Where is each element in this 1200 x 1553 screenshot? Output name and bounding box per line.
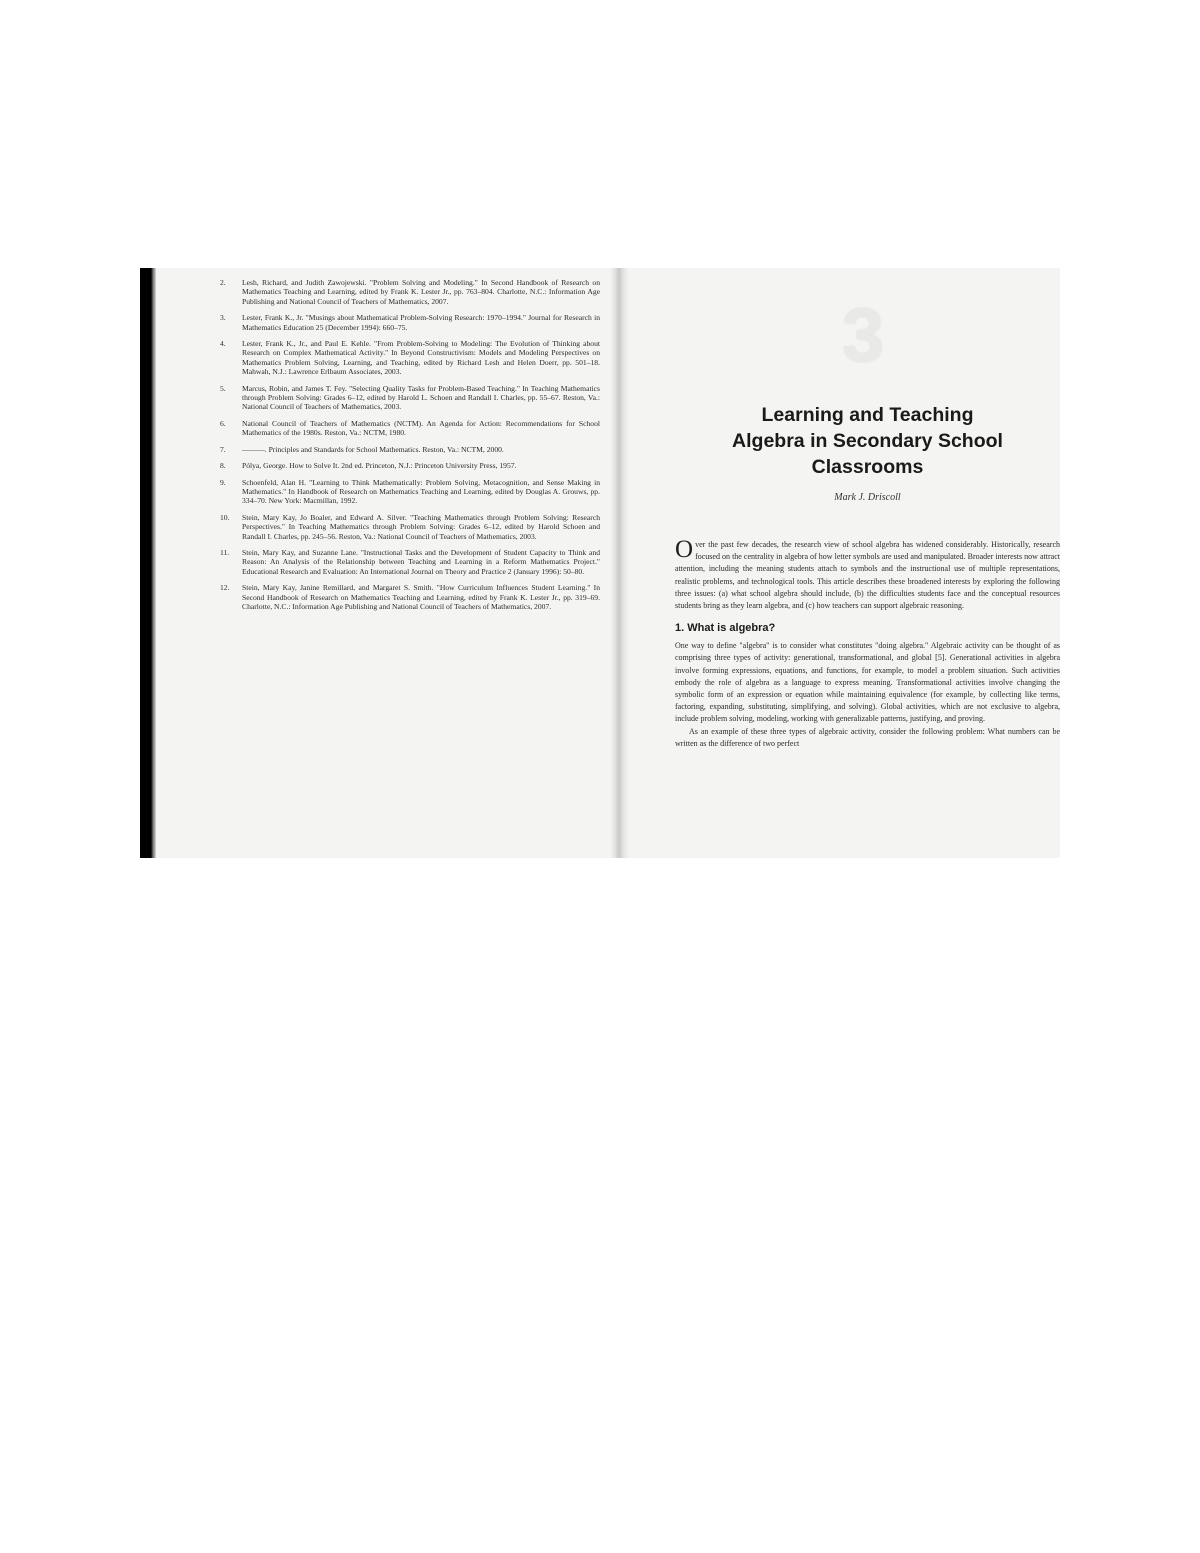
center-gutter xyxy=(610,268,630,858)
reference-number: 2. xyxy=(220,278,226,287)
reference-number: 4. xyxy=(220,339,226,349)
reference-text: Lester, Frank K., Jr., and Paul E. Kehle. "From Problem-Solving to Modeling: The Evolution of Thinking about Research on Complex Mathematical Activity." In Beyond Constructivism: Models and Modeling Perspectives on Mathematics Problem Solving, Learning, and Teaching, edited by Richard Lesh and Helen Doerr, pp. 501–18. Mahwah, N.J.: Lawrence Erlbaum Associates, 2003. xyxy=(242,339,600,377)
reference-number: 9. xyxy=(220,477,226,487)
reference-number: 6. xyxy=(220,418,226,428)
reference-text: Stein, Mary Kay, Janine Remillard, and Margaret S. Smith. "How Curriculum Influences Student Learning." In Second Handbook of Research on Mathematics Teaching and Learning, edited by Frank K. Lester Jr., pp. 319–69. Charlotte, N.C.: Information Age Publishing and National Council of Teachers of Mathematics, 2007. xyxy=(242,583,600,611)
left-spine-shadow xyxy=(140,268,156,858)
reference-item xyxy=(220,583,600,611)
book-spread-scan xyxy=(140,268,1060,858)
intro-text: ver the past few decades, the research view of school algebra has widened considerably. Historically, research focused on the centrality in algebra of how letter symbols are used and manipulated. Broader interests now attract attention, including the meaning students attach to symbols and the instructional use of multiple representations, realistic problems, and technological tools. This article describes these broadened interests by exploring the following three issues: (a) what school algebra should include, (b) the difficulties students face and the conceptual resources students bring as they learn algebra, and (c) how teachers can support algebraic reasoning. xyxy=(675,540,1060,611)
reference-number: 7. xyxy=(220,444,226,454)
intro-paragraph xyxy=(675,536,1060,612)
reference-item xyxy=(220,278,600,306)
chapter-number: 3 xyxy=(841,293,885,378)
reference-number: 5. xyxy=(220,383,226,393)
reference-text: Stein, Mary Kay, Jo Boaler, and Edward A. Silver. "Teaching Mathematics through Problem Solving: Research Perspectives." In Teaching Mathematics through Problem Solving: Grades 6–12, edited by Harold Schoen and Randall I. Charles, pp. 245–56. Reston, Va.: National Council of Teachers of Mathematics, 2003. xyxy=(242,512,600,541)
reference-text: Stein, Mary Kay, and Suzanne Lane. "Instructional Tasks and the Development of Student Capacity to Think and Reason: An Analysis of the Relationship between Teaching and Learning in a Reform Mathematics Project." Educational Research and Evaluation: An International Journal on Theory and Practice 2 (January 1996): 50–80. xyxy=(242,547,600,576)
drop-cap: O xyxy=(675,536,694,563)
reference-text: Lesh, Richard, and Judith Zawojewski. "Problem Solving and Modeling." In Second Handbook of Research on Mathematics Teaching and Learning, edited by Frank K. Lester Jr., pp. 763–804. Charlotte, N.C.: Information Age Publishing and National Council of Teachers of Mathematics, 2007. xyxy=(242,278,600,306)
reference-item xyxy=(220,339,600,377)
reference-item xyxy=(220,384,600,412)
reference-number: 3. xyxy=(220,313,226,323)
chapter-title xyxy=(675,402,1060,480)
chapter-title-line: Algebra in Secondary School xyxy=(732,430,1003,452)
reference-text: National Council of Teachers of Mathematics (NCTM). An Agenda for Action: Recommendations for School Mathematics of the 1980s. Reston, Va.: NCTM, 1980. xyxy=(242,418,600,438)
reference-item xyxy=(220,313,600,332)
reference-number: 10. xyxy=(220,512,230,522)
reference-text: Lester, Frank K., Jr. "Musings about Mathematical Problem-Solving Research: 1970–1994." Journal for Research in Mathematics Education 25 (December 1994): 660–75. xyxy=(242,313,600,332)
reference-number: 11. xyxy=(220,547,230,557)
reference-text: ———. Principles and Standards for School Mathematics. Reston, Va.: NCTM, 2000. xyxy=(242,444,504,454)
reference-number: 12. xyxy=(220,583,230,593)
reference-item xyxy=(220,478,600,506)
left-page xyxy=(220,278,600,618)
reference-text: Pólya, George. How to Solve It. 2nd ed. Princeton, N.J.: Princeton University Press, 1957. xyxy=(242,461,517,471)
reference-text: Schoenfeld, Alan H. "Learning to Think Mathematically: Problem Solving, Metacognition, and Sense Making in Mathematics." In Handbook of Research on Mathematics Teaching and Learning, edited by Douglas A. Grouws, pp. 334–70. New York: Macmillan, 1992. xyxy=(242,477,600,506)
section-paragraph: One way to define "algebra" is to consider what constitutes "doing algebra." Algebraic activity can be thought of as comprising three types of activity: generational, transformational, and global [5]. Generational activities in algebra involve forming expressions, equations, and functions, for example, to model a problem situation. Such activities embody the role of algebra as a language to express meaning. Transformational activities involve changing the symbolic form of an expression or equation while maintaining equivalence (for example, by collecting like terms, factoring, expanding, substituting, simplifying, and solving). Global activities, which are not exclusive to algebra, include problem solving, modeling, working with generalizable patterns, justifying, and proving. xyxy=(675,641,1060,724)
reference-text: Marcus, Robin, and James T. Fey. "Selecting Quality Tasks for Problem-Based Teaching." In Teaching Mathematics through Problem Solving: Grades 6–12, edited by Harold L. Schoen and Randall I. Charles, pp. 55–67. Reston, Va.: National Council of Teachers of Mathematics, 2003. xyxy=(242,383,600,412)
reference-item xyxy=(220,461,600,470)
reference-number: 8. xyxy=(220,461,226,471)
chapter-title-line: Learning and Teaching xyxy=(761,404,974,426)
section-paragraph: As an example of these three types of algebraic activity, consider the following problem: What numbers can be written as the difference of two perfect xyxy=(675,726,1060,748)
right-page xyxy=(675,278,1060,750)
chapter-title-line: Classrooms xyxy=(811,456,924,478)
reference-item xyxy=(220,513,600,541)
author-name: Mark J. Driscoll xyxy=(834,492,901,503)
reference-item xyxy=(220,419,600,438)
reference-item xyxy=(220,445,600,454)
reference-item xyxy=(220,548,600,576)
section-heading: 1. What is algebra? xyxy=(675,622,776,635)
